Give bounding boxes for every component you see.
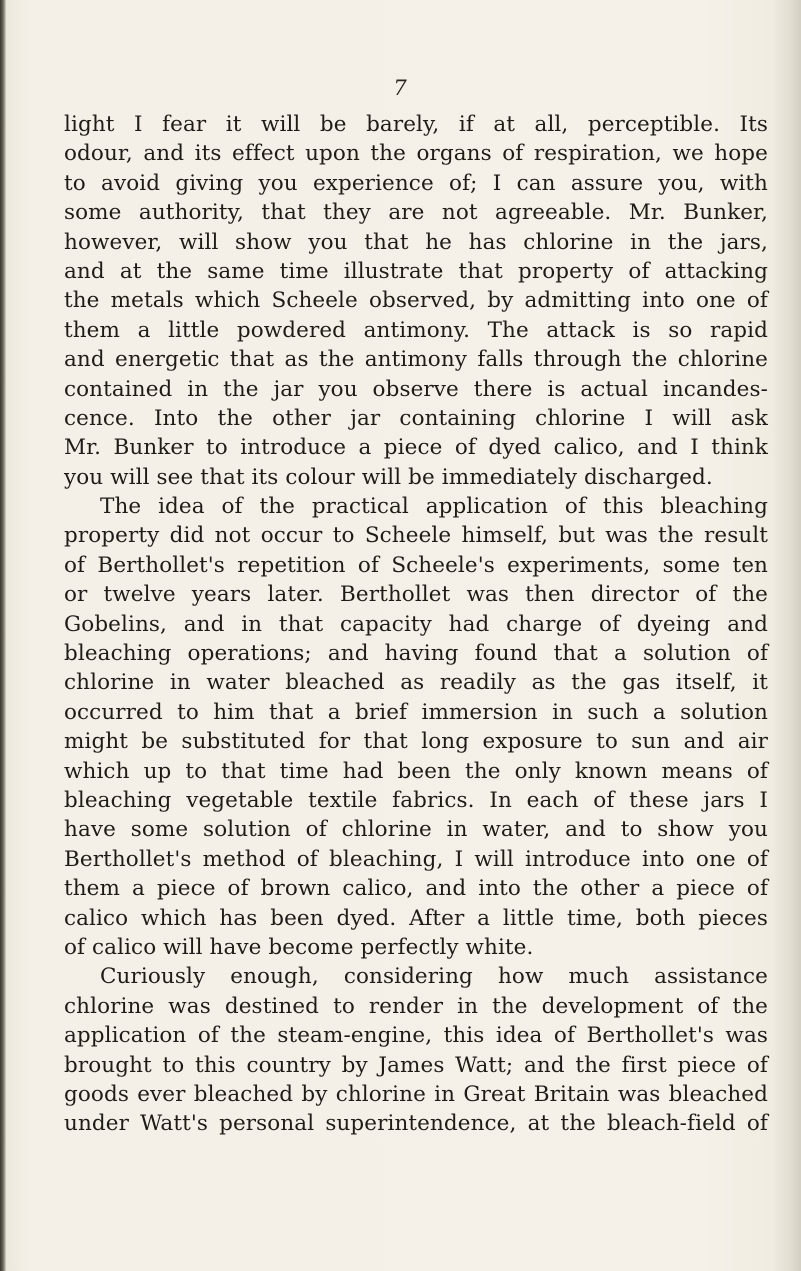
text-line: which up to that time had been the only known means of	[64, 758, 768, 784]
paragraph-first-line: Curiously enough, considering how much assistance	[100, 964, 768, 990]
page-shadow-edge	[771, 0, 801, 1271]
text-line: chlorine in water bleached as readily as the gas itself, it	[64, 670, 768, 696]
text-line: goods ever bleached by chlorine in Great Britain was bleached	[64, 1081, 768, 1107]
text-line: bleaching vegetable textile fabrics. In each of these jars I	[64, 787, 768, 813]
text-line: of Berthollet's repetition of Scheele's experiments, some ten	[64, 552, 768, 578]
text-line: property did not occur to Scheele himself, but was the result	[64, 523, 768, 549]
text-line: have some solution of chlorine in water, and to show you	[64, 817, 768, 843]
page-number: 7	[393, 76, 407, 100]
text-line: and at the same time illustrate that property of attacking	[64, 258, 768, 284]
text-line: of calico will have become perfectly white.	[64, 934, 534, 960]
paragraph-first-line: The idea of the practical application of this bleaching	[100, 494, 768, 520]
text-line: Mr. Bunker to introduce a piece of dyed calico, and I think	[64, 435, 768, 461]
text-line: might be substituted for that long exposure to sun and air	[64, 729, 768, 755]
text-line: Gobelins, and in that capacity had charge of dyeing and	[64, 611, 768, 637]
text-line: bleaching operations; and having found that a solution of	[64, 641, 768, 667]
text-line: occurred to him that a brief immersion in such a solution	[64, 699, 768, 725]
text-line: or twelve years later. Berthollet was then director of the	[64, 582, 768, 608]
text-line: them a piece of brown calico, and into the other a piece of	[64, 876, 768, 902]
page-binding-edge	[0, 0, 6, 1271]
text-line: brought to this country by James Watt; and the first piece of	[64, 1052, 768, 1078]
text-line: odour, and its effect upon the organs of respiration, we hope	[64, 141, 768, 167]
text-line: and energetic that as the antimony falls through the chlorine	[64, 347, 768, 373]
text-line: under Watt's personal superintendence, at the bleach-field of	[64, 1111, 768, 1137]
text-line: the metals which Scheele observed, by admitting into one of	[64, 288, 768, 314]
text-line: however, will show you that he has chlorine in the jars,	[64, 229, 768, 255]
text-line: you will see that its colour will be immediately discharged.	[64, 464, 713, 490]
text-line: light I fear it will be barely, if at all, perceptible. Its	[64, 112, 768, 137]
text-line: application of the steam-engine, this idea of Berthollet's was	[64, 1023, 768, 1049]
text-line: contained in the jar you observe there is actual incandes-	[64, 376, 768, 402]
text-line: cence. Into the other jar containing chlorine I will ask	[64, 405, 768, 431]
text-line: chlorine was destined to render in the development of the	[64, 993, 768, 1019]
text-line: some authority, that they are not agreeable. Mr. Bunker,	[64, 200, 768, 226]
text-line: to avoid giving you experience of; I can assure you, with	[64, 170, 768, 196]
body-text	[64, 110, 768, 1139]
text-line: Berthollet's method of bleaching, I will introduce into one of	[64, 846, 768, 872]
text-line: calico which has been dyed. After a little time, both pieces	[64, 905, 768, 931]
text-line: them a little powdered antimony. The attack is so rapid	[64, 317, 768, 343]
